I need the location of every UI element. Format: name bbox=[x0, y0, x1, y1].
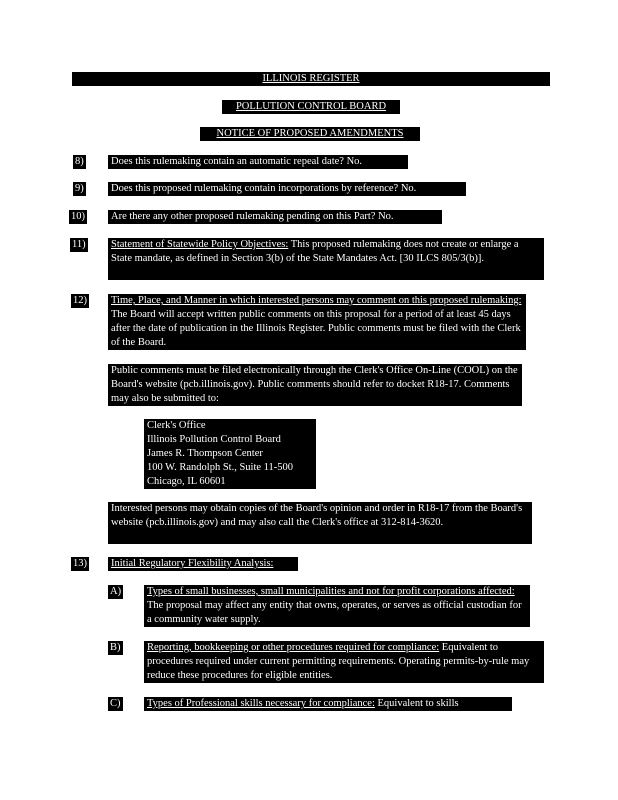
item-9-number: 9) bbox=[75, 183, 84, 194]
item-13b-number: B) bbox=[110, 642, 121, 653]
item-13a-number: A) bbox=[110, 586, 122, 597]
item-9-text: Does this proposed rulemaking contain incorporations by reference? No. bbox=[111, 183, 417, 194]
item-13b-heading: Reporting, bookkeeping or other procedures required for compliance: bbox=[147, 642, 440, 653]
item-10-number: 10) bbox=[71, 211, 85, 222]
item-13c-text: Equivalent to skills bbox=[374, 698, 459, 709]
item-12-p3-text: Interested persons may obtain copies of the Board's opinion and order in R18-17 from the Board's website (pcb.illinois.gov) and may also call the Clerk's office at 312-814-3620. bbox=[111, 503, 523, 528]
item-12 bbox=[108, 294, 526, 350]
item-11-text: This proposed rulemaking does not create or enlarge a State mandate, as defined in Section 3(b) of the State Mandates Act. [30 ILCS 805/3(b)]. bbox=[111, 239, 519, 264]
address-line-2: Illinois Pollution Control Board bbox=[147, 434, 281, 445]
item-12-paragraph-3 bbox=[108, 502, 532, 544]
item-8 bbox=[108, 155, 408, 169]
register-header bbox=[72, 72, 550, 86]
address-line-5: Chicago, IL 60601 bbox=[147, 476, 226, 487]
item-12-heading: Time, Place, and Manner in which interested persons may comment on this proposed rulemaking: bbox=[111, 295, 522, 306]
address-line-3: James R. Thompson Center bbox=[147, 448, 263, 459]
notice-header bbox=[200, 127, 420, 141]
item-13 bbox=[108, 557, 298, 571]
address-line-4: 100 W. Randolph St., Suite 11-500 bbox=[147, 462, 294, 473]
item-8-number: 8) bbox=[75, 156, 84, 167]
register-title: ILLINOIS REGISTER bbox=[262, 73, 360, 84]
item-13a bbox=[144, 585, 530, 627]
address-line-1: Clerk's Office bbox=[147, 420, 206, 431]
board-title: POLLUTION CONTROL BOARD bbox=[235, 101, 387, 112]
item-13c-heading: Types of Professional skills necessary for compliance: bbox=[147, 698, 375, 709]
item-8-text: Does this rulemaking contain an automatic repeal date? No. bbox=[111, 156, 363, 167]
item-11-number: 11) bbox=[72, 239, 86, 250]
item-13-heading: Initial Regulatory Flexibility Analysis: bbox=[111, 558, 274, 569]
item-10-text: Are there any other proposed rulemaking pending on this Part? No. bbox=[111, 211, 394, 222]
item-11-heading: Statement of Statewide Policy Objectives: bbox=[111, 239, 289, 250]
item-13b bbox=[144, 641, 544, 683]
item-13b-text: Equivalent to procedures required under current permitting requirements. Operating permits-by-rule may reduce these procedures for eligible entities. bbox=[147, 642, 530, 681]
item-11 bbox=[108, 238, 544, 280]
item-12-text: The Board will accept written public comments on this proposal for a period of at least 45 days after the date of publication in the Illinois Register. Public comments must be filed with the Clerk of the Board. bbox=[111, 309, 521, 348]
clerk-address bbox=[144, 419, 316, 489]
item-12-paragraph-2 bbox=[108, 364, 522, 406]
item-10 bbox=[108, 210, 442, 224]
board-header bbox=[222, 100, 400, 114]
notice-title: NOTICE OF PROPOSED AMENDMENTS bbox=[216, 128, 404, 139]
item-13a-text: The proposal may affect any entity that owns, operates, or serves as official custodian for a community water supply. bbox=[147, 600, 522, 625]
item-13a-heading: Types of small businesses, small municipalities and not for profit corporations affected: bbox=[147, 586, 515, 597]
item-12-number: 12) bbox=[73, 295, 87, 306]
item-13c bbox=[144, 697, 512, 711]
item-9 bbox=[108, 182, 466, 196]
item-13-number: 13) bbox=[73, 558, 87, 569]
item-13c-number: C) bbox=[110, 698, 121, 709]
item-12-p2-text: Public comments must be filed electronically through the Clerk's Office On-Line (COOL) on the Board's website (pcb.illinois.gov). Public comments should refer to docket R18-17. Comments may also be submitted to: bbox=[111, 365, 518, 404]
